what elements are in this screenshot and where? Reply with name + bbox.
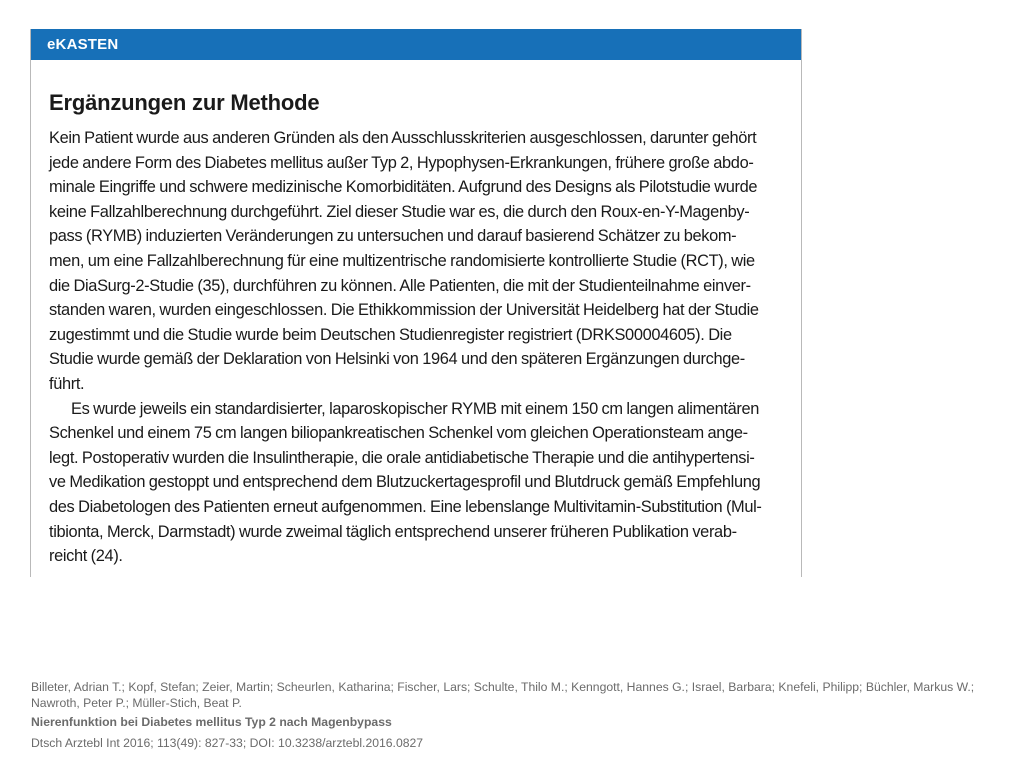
text-line: legt. Postoperativ wurden die Insulintherapie, die orale antidiabetische Therapie und die antihypertensi- bbox=[49, 448, 755, 467]
box-title: Ergänzungen zur Methode bbox=[49, 90, 320, 115]
text-line: führt. bbox=[49, 374, 85, 393]
paragraph-1 bbox=[49, 126, 784, 397]
text-line: tibionta, Merck, Darmstadt) wurde zweimal täglich entsprechend unserer früheren Publikation verab- bbox=[49, 522, 737, 541]
text-line: keine Fallzahlberechnung durchgeführt. Ziel dieser Studie war es, die durch den Roux-en-Y-Magenby- bbox=[49, 202, 750, 221]
text-line: pass (RYMB) induzierten Veränderungen zu untersuchen und darauf basierend Schätzer zu bekom- bbox=[49, 227, 737, 246]
text-line: Kein Patient wurde aus anderen Gründen als den Ausschlusskriterien ausgeschlossen, darunter gehört bbox=[49, 129, 757, 147]
text-line: Studie wurde gemäß der Deklaration von Helsinki von 1964 und den späteren Ergänzungen durchge- bbox=[49, 350, 745, 369]
citation bbox=[31, 679, 991, 751]
citation-title: Nierenfunktion bei Diabetes mellitus Typ 2 nach Magenbypass bbox=[31, 715, 392, 729]
text-line: des Diabetologen des Patienten erneut aufgenommen. Eine lebenslange Multivitamin-Substitution (Mul- bbox=[49, 497, 762, 516]
citation-authors: Billeter, Adrian T.; Kopf, Stefan; Zeier, Martin; Scheurlen, Katharina; Fischer, Lars; Schulte, Thilo M.; Kenngott, Hannes G.; Israel, Barbara; Knefeli, Philipp; Büchler, Markus W.; Nawroth, Peter P.; Müller-Stich, Beat P. bbox=[31, 680, 975, 710]
text-line: zugestimmt und die Studie wurde beim Deutschen Studienregister registriert (DRKS00004605). Die bbox=[49, 325, 732, 344]
text-line: Schenkel und einem 75 cm langen biliopankreatischen Schenkel vom gleichen Operationsteam ange- bbox=[49, 424, 748, 443]
text-line: ve Medikation gestoppt und entsprechend dem Blutzuckertagesprofil und Blutdruck gemäß Empfehlung bbox=[49, 473, 761, 492]
text-line: men, um eine Fallzahlberechnung für eine multizentrische randomisierte kontrollierte Studie (RCT), wie bbox=[49, 251, 755, 270]
text-line: reicht (24). bbox=[49, 547, 123, 566]
text-line: die DiaSurg-2-Studie (35), durchführen zu können. Alle Patienten, die mit der Studienteilnahme einver- bbox=[49, 276, 751, 295]
ekasten-box bbox=[30, 29, 802, 577]
box-header: eKASTEN bbox=[31, 29, 801, 60]
paragraph-2 bbox=[49, 397, 784, 569]
text-line: jede andere Form des Diabetes mellitus außer Typ 2, Hypophysen-Erkrankungen, frühere große abdo- bbox=[49, 153, 754, 172]
text-line: minale Eingriffe und schwere medizinische Komorbiditäten. Aufgrund des Designs als Pilotstudie wurde bbox=[49, 178, 758, 197]
text-line: Es wurde jeweils ein standardisierter, laparoskopischer RYMB mit einem 150 cm langen alimentären bbox=[71, 399, 760, 418]
text-line: standen waren, wurden eingeschlossen. Die Ethikkommission der Universität Heidelberg hat der Studie bbox=[49, 301, 759, 320]
citation-reference: Dtsch Arztebl Int 2016; 113(49): 827-33; DOI: 10.3238/arztebl.2016.0827 bbox=[31, 736, 424, 750]
box-body bbox=[31, 90, 784, 569]
